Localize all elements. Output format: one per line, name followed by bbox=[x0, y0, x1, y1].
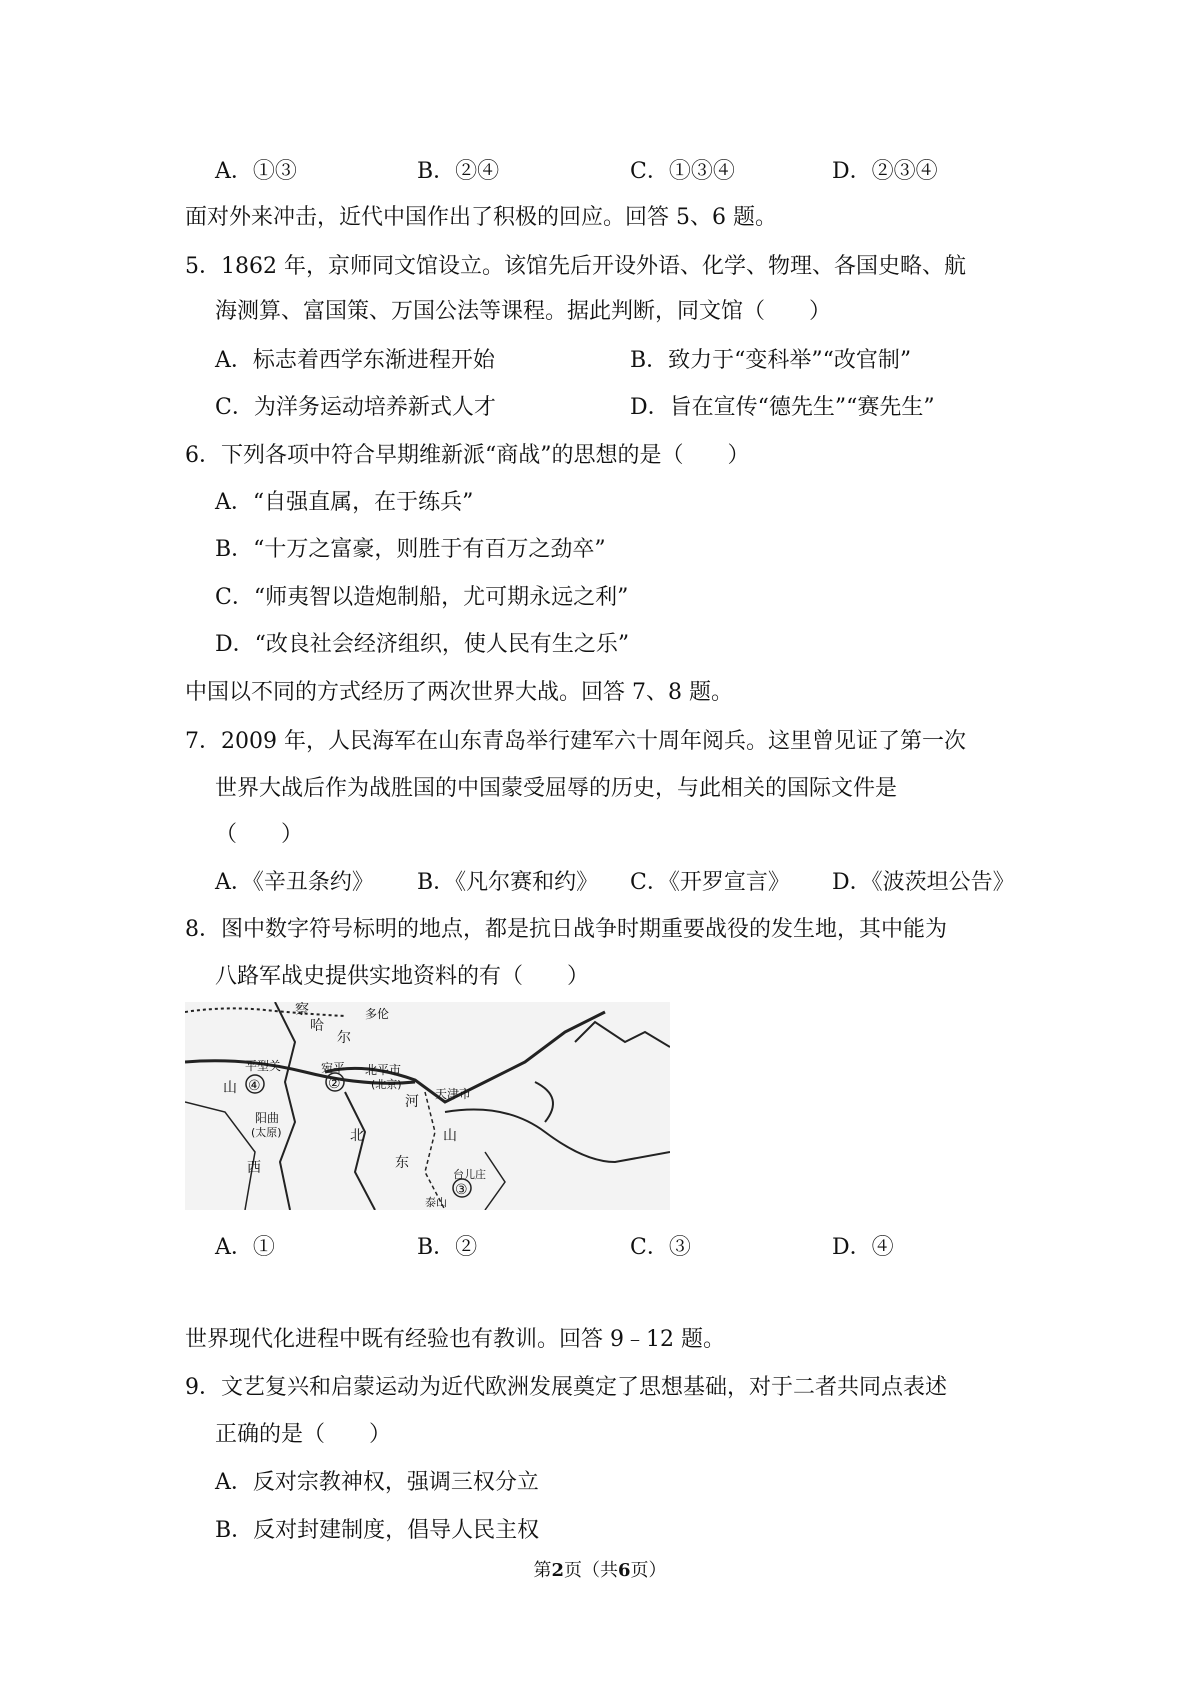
q8-option-d: D．④ bbox=[832, 1235, 894, 1260]
battle-map bbox=[185, 1002, 670, 1210]
q8-stem-1: 8．图中数字符号标明的地点，都是抗日战争时期重要战役的发生地，其中能为 bbox=[185, 917, 947, 942]
map-bay-line bbox=[535, 1082, 553, 1122]
map-label-beiping: 北平市 bbox=[365, 1063, 402, 1077]
map-province-border bbox=[275, 1002, 295, 1210]
q8-option-c: C．③ bbox=[630, 1235, 691, 1260]
page-footer bbox=[0, 1556, 1200, 1582]
map-label-tianjin: 天津市 bbox=[435, 1087, 472, 1101]
map-border-line bbox=[185, 1008, 345, 1016]
map-label-circle4: ④ bbox=[248, 1078, 261, 1094]
footer-suffix: 页） bbox=[630, 1560, 667, 1581]
map-label-shan2: 山 bbox=[443, 1128, 457, 1144]
map-label-er: 尔 bbox=[337, 1030, 351, 1046]
map-label-circle2: ② bbox=[328, 1076, 341, 1092]
q4-option-d: D．②③④ bbox=[832, 159, 938, 184]
q7-stem-1: 7．2009 年，人民海军在山东青岛举行建军六十周年阅兵。这里曾见证了第一次 bbox=[185, 729, 966, 754]
q6-option-c: C．“师夷智以造炮制船，尤可期永远之利” bbox=[215, 585, 629, 610]
q6-option-b: B．“十万之富豪，则胜于有百万之劲卒” bbox=[215, 537, 606, 562]
footer-total-pages: 6 bbox=[618, 1560, 631, 1581]
q7-option-a: A．《辛丑条约》 bbox=[215, 870, 374, 895]
q4-option-c: C．①③④ bbox=[630, 159, 735, 184]
map-label-yangqu: 阳曲 bbox=[255, 1111, 280, 1125]
map-label-bei: 北 bbox=[350, 1128, 364, 1144]
q4-option-a: A．①③ bbox=[215, 159, 297, 184]
q6-option-a: A．“自强直属，在于练兵” bbox=[215, 490, 474, 515]
q8-stem-2: 八路军战史提供实地资料的有（ ） bbox=[215, 964, 590, 989]
map-label-taiyuan: (太原) bbox=[251, 1126, 282, 1139]
q5-option-a: A．标志着西学东渐进程开始 bbox=[215, 348, 495, 373]
map-river bbox=[425, 1092, 445, 1210]
map-label-ha: 哈 bbox=[310, 1018, 324, 1034]
q5-option-b: B．致力于“变科举”“改官制” bbox=[630, 348, 912, 373]
q9-option-a: A．反对宗教神权，强调三权分立 bbox=[215, 1470, 539, 1495]
map-border-south bbox=[485, 1152, 505, 1210]
map-label-dong: 东 bbox=[395, 1155, 409, 1171]
map-label-chahar: 察 bbox=[295, 1002, 309, 1018]
map-label-wanping: 宛平 bbox=[321, 1061, 346, 1075]
q4-option-b: B．②④ bbox=[417, 159, 500, 184]
map-label-xi: 西 bbox=[247, 1160, 261, 1176]
map-coast-north bbox=[575, 1022, 670, 1047]
q5-option-c: C．为洋务运动培养新式人才 bbox=[215, 395, 496, 420]
map-label-taierzhuang: 台儿庄 bbox=[453, 1168, 486, 1181]
footer-mid: 页（共 bbox=[564, 1560, 618, 1581]
q5-option-d: D．旨在宣传“德先生”“赛先生” bbox=[630, 395, 935, 420]
q5-stem-1: 5．1862 年，京师同文馆设立。该馆先后开设外语、化学、物理、各国史略、航 bbox=[185, 254, 966, 279]
map-label-pingxingguan: 平型关 bbox=[245, 1059, 282, 1073]
q8-option-a: A．① bbox=[215, 1235, 275, 1260]
footer-page-number: 2 bbox=[551, 1560, 564, 1581]
battle-map-svg bbox=[185, 1002, 670, 1210]
map-label-circle3: ③ bbox=[455, 1182, 468, 1198]
map-coast-line bbox=[445, 1110, 670, 1163]
q7-option-c: C．《开罗宣言》 bbox=[630, 870, 790, 895]
q7-stem-2: 世界大战后作为战胜国的中国蒙受屈辱的历史，与此相关的国际文件是 bbox=[215, 776, 898, 801]
q7-option-b: B．《凡尔赛和约》 bbox=[417, 870, 599, 895]
q7-option-d: D．《波茨坦公告》 bbox=[832, 870, 1015, 895]
q7-stem-3: （ ） bbox=[215, 822, 304, 847]
q9-stem-2: 正确的是（ ） bbox=[215, 1422, 392, 1447]
map-label-beiping-sub: (北京) bbox=[371, 1078, 402, 1091]
map-border-west bbox=[185, 1102, 255, 1210]
q5-stem-2: 海测算、富国策、万国公法等课程。据此判断，同文馆（ ） bbox=[215, 299, 832, 324]
map-label-duolun: 多伦 bbox=[365, 1007, 390, 1021]
q9-option-b: B．反对封建制度，倡导人民主权 bbox=[215, 1518, 540, 1543]
intro-5-6: 面对外来冲击，近代中国作出了积极的回应。回答 5、6 题。 bbox=[185, 205, 777, 230]
map-label-shan: 山 bbox=[223, 1080, 237, 1096]
q6-option-d: D．“改良社会经济组织，使人民有生之乐” bbox=[215, 632, 630, 657]
map-province-border-2 bbox=[345, 1092, 375, 1210]
map-label-he: 河 bbox=[405, 1094, 419, 1110]
map-label-taishan: 泰山 bbox=[425, 1196, 447, 1209]
intro-9-12: 世界现代化进程中既有经验也有教训。回答 9﹣12 题。 bbox=[185, 1327, 725, 1352]
q9-stem-1: 9．文艺复兴和启蒙运动为近代欧洲发展奠定了思想基础，对于二者共同点表述 bbox=[185, 1375, 947, 1400]
q8-option-b: B．② bbox=[417, 1235, 478, 1260]
footer-prefix: 第 bbox=[533, 1560, 552, 1581]
q6-stem: 6．下列各项中符合早期维新派“商战”的思想的是（ ） bbox=[185, 443, 750, 468]
intro-7-8: 中国以不同的方式经历了两次世界大战。回答 7、8 题。 bbox=[185, 680, 733, 705]
